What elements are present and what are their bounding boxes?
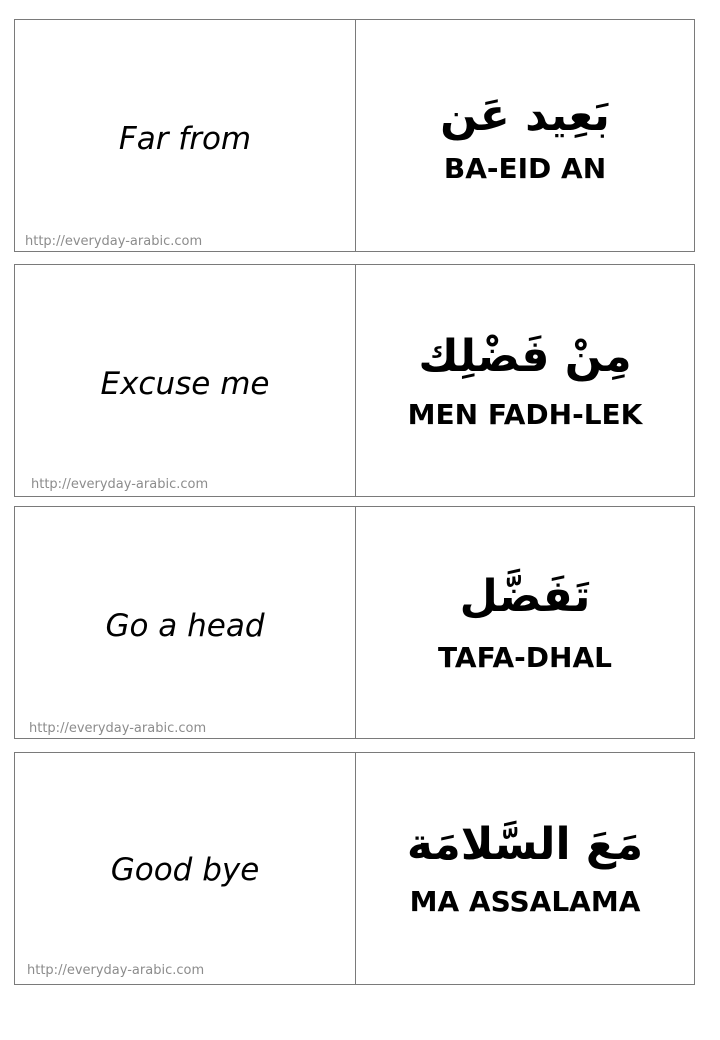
source-watermark: http://everyday-arabic.com: [31, 477, 209, 492]
english-phrase: Go a head: [105, 608, 265, 644]
transliteration: BA-EID AN: [443, 152, 607, 185]
flashcard: [14, 752, 695, 985]
transliteration: MEN FADH-LEK: [407, 398, 643, 431]
arabic-phrase: مَعَ السَّلامَة: [406, 819, 644, 870]
flashcard: [14, 506, 695, 739]
arabic-phrase: مِنْ فَضْلِك: [418, 331, 632, 382]
transliteration: MA ASSALAMA: [409, 885, 641, 918]
arabic-phrase: بَعِيد عَن: [440, 90, 610, 141]
english-phrase: Excuse me: [100, 366, 270, 402]
english-phrase: Good bye: [110, 852, 260, 888]
flashcard: [14, 19, 695, 252]
flashcard-english-side: [15, 20, 355, 251]
flashcard: [14, 264, 695, 497]
source-watermark: http://everyday-arabic.com: [29, 721, 207, 736]
flashcard-english-side: [15, 507, 355, 738]
arabic-phrase: تَفَضَّل: [459, 571, 591, 622]
english-phrase: Far from: [118, 121, 252, 157]
transliteration: TAFA-DHAL: [438, 641, 612, 674]
source-watermark: http://everyday-arabic.com: [27, 963, 205, 978]
flashcard-arabic-side: [356, 507, 694, 738]
flashcard-arabic-side: [356, 20, 694, 251]
source-watermark: http://everyday-arabic.com: [25, 234, 203, 249]
flashcard-english-side: [15, 753, 355, 984]
flashcard-arabic-side: [356, 753, 694, 984]
flashcard-english-side: [15, 265, 355, 496]
flashcard-arabic-side: [356, 265, 694, 496]
